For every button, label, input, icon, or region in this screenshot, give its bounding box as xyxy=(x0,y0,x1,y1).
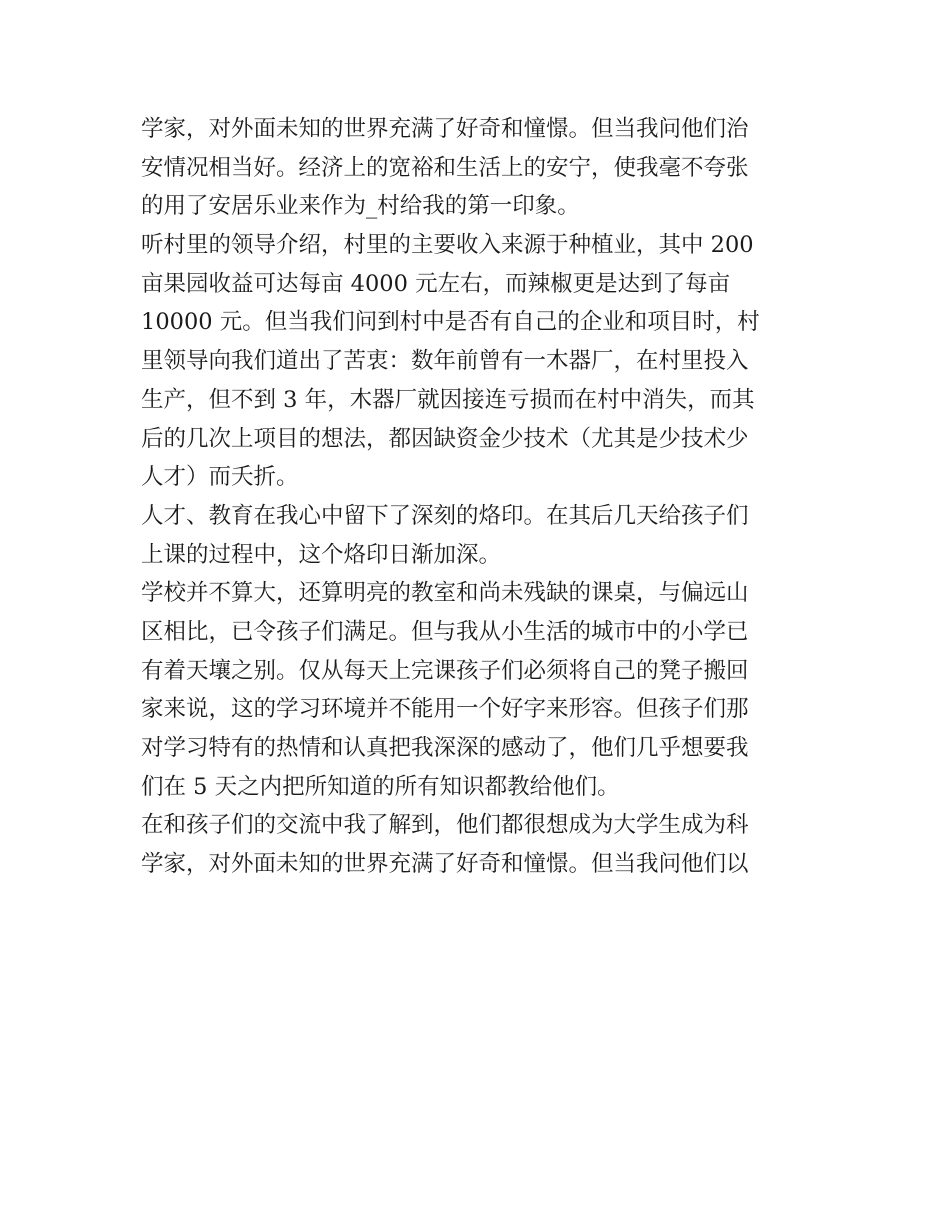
text-line: 有着天壤之别。仅从每天上完课孩子们必须将自己的凳子搬回 xyxy=(141,657,749,684)
text-line: 听村里的领导介绍，村里的主要收入来源于种植业，其中 200 xyxy=(141,232,754,259)
text-line: 学家，对外面未知的世界充满了好奇和憧憬。但当我问他们以 xyxy=(141,851,749,878)
body-text xyxy=(141,110,811,884)
text-line: 安情况相当好。经济上的宽裕和生活上的安宁，使我毫不夸张 xyxy=(141,154,749,181)
text-line: 区相比，已令孩子们满足。但与我从小生活的城市中的小学已 xyxy=(141,618,749,645)
text-line: 家来说，这的学习环境并不能用一个好字来形容。但孩子们那 xyxy=(141,696,749,723)
text-line: 对学习特有的热情和认真把我深深的感动了，他们几乎想要我 xyxy=(141,735,749,761)
text-line: 上课的过程中，这个烙印日渐加深。 xyxy=(141,541,502,568)
text-line: 生产，但不到 3 年，木器厂就因接连亏损而在村中消失，而其 xyxy=(141,386,755,413)
text-line: 后的几次上项目的想法，都因缺资金少技术（尤其是少技术少 xyxy=(141,425,749,452)
text-line: 的用了安居乐业来作为_村给我的第一印象。 xyxy=(141,193,580,220)
text-line: 里领导向我们道出了苦衷：数年前曾有一木器厂，在村里投入 xyxy=(141,348,749,375)
text-line: 亩果园收益可达每亩 4000 元左右，而辣椒更是达到了每亩 xyxy=(141,270,731,297)
text-line: 10000 元。但当我们问到村中是否有自己的企业和项目时，村 xyxy=(141,309,760,336)
text-line: 人才、教育在我心中留下了深刻的烙印。在其后几天给孩子们 xyxy=(141,502,749,529)
text-line: 学家，对外面未知的世界充满了好奇和憧憬。但当我问他们治 xyxy=(141,116,749,142)
text-line: 们在 5 天之内把所知道的所有知识都教给他们。 xyxy=(141,773,620,800)
text-line: 人才）而夭折。 xyxy=(141,464,299,491)
text-line: 学校并不算大，还算明亮的教室和尚未残缺的课桌，与偏远山 xyxy=(141,580,749,607)
text-line: 在和孩子们的交流中我了解到，他们都很想成为大学生成为科 xyxy=(141,812,749,839)
